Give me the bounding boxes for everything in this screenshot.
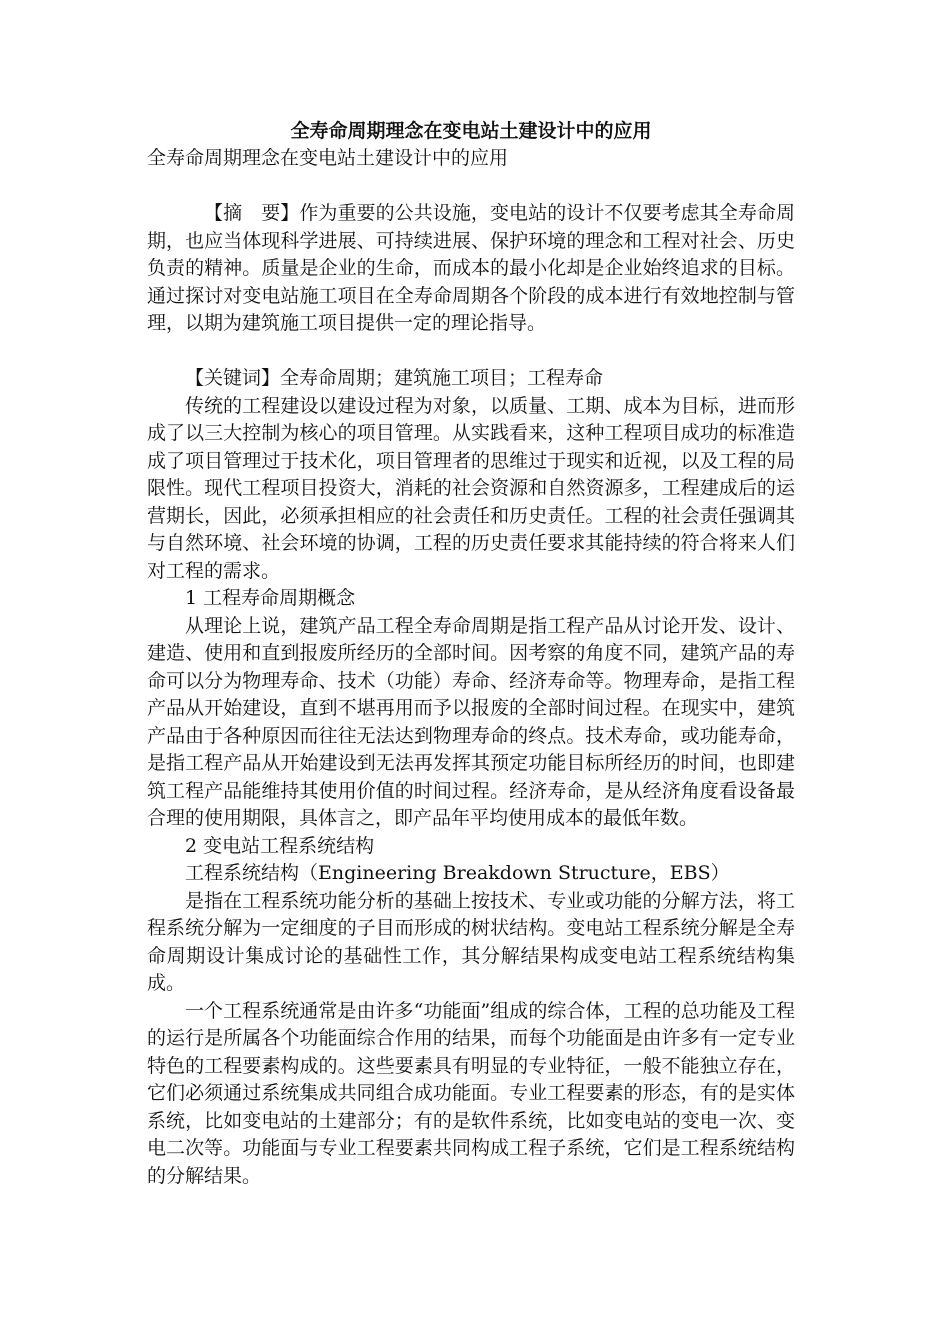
intro-paragraph: 传统的工程建设以建设过程为对象，以质量、工期、成本为目标，进而形成了以三大控制为核心的项目管理。从实践看来，这种工程项目成功的标准造成了项目管理过于技术化，项目管理者的思维过于现实和近视，以及工程的局限性。现代工程项目投资大，消耗的社会资源和自然资源多，工程建成后的运营期长，因此，必须承担相应的社会责任和历史责任。工程的社会责任强调其与自然环境、社会环境的协调，工程的历史责任要求其能持续的符合将来人们对工程的需求。 [147,394,795,582]
section-heading-2: 2 变电站工程系统结构 [185,834,375,857]
abstract-paragraph: 【摘 要】作为重要的公共设施，变电站的设计不仅要考虑其全寿命周期，也应当体现科学进展、可持续进展、保护环境的理念和工程对社会、历史负责的精神。质量是企业的生命，而成本的最小化却是企业始终追求的目标。通过探讨对变电站施工项目在全寿命周期各个阶段的成本进行有效地控制与管理，以期为建筑施工项目提供一定的理论指导。 [147,202,795,334]
section-2-paragraph-1: 是指在工程系统功能分析的基础上按技术、专业或功能的分解方法，将工程系统分解为一定细度的子目而形成的树状结构。变电站工程系统分解是全寿命周期设计集成讨论的基础性工作，其分解结果构成变电站工程系统结构集成。 [147,889,795,994]
document-title: 全寿命周期理念在变电站土建设计中的应用 [290,120,652,142]
keywords-line: 【关键词】全寿命周期；建筑施工项目；工程寿命 [185,367,604,389]
section-2-paragraph-2: 一个工程系统通常是由许多“功能面”组成的综合体，工程的总功能及工程的运行是所属各个功能面综合作用的结果，而每个功能面是由许多有一定专业特色的工程要素构成的。这些要素具有明显的专业特征，一般不能独立存在，它们必须通过系统集成共同组合成功能面。专业工程要素的形态，有的是实体系统，比如变电站的土建部分；有的是软件系统，比如变电站的变电一次、变电二次等。功能面与专业工程要素共同构成工程子系统，它们是工程系统结构的分解结果。 [147,999,795,1187]
document-subtitle: 全寿命周期理念在变电站土建设计中的应用 [147,147,509,169]
blank-line [147,173,795,201]
document-page [147,118,795,1190]
section-1-paragraph: 从理论上说，建筑产品工程全寿命周期是指工程产品从讨论开发、设计、建造、使用和直到报废所经历的全部时间。因考察的角度不同，建筑产品的寿命可以分为物理寿命、技术（功能）寿命、经济寿命等。物理寿命，是指工程产品从开始建设，直到不堪再用而予以报废的全部时间过程。在现实中，建筑产品由于各种原因而往往无法达到物理寿命的终点。技术寿命，或功能寿命，是指工程产品从开始建设到无法再发挥其预定功能目标所经历的时间，也即建筑工程产品能维持其使用价值的时间过程。经济寿命，是从经济角度看设备最合理的使用期限，具体言之，即产品年平均使用成本的最低年数。 [147,614,795,829]
section-2-term-line: 工程系统结构（Engineering Breakdown Structure，EBS） [185,862,730,884]
section-heading-1: 1 工程寿命周期概念 [185,587,356,609]
blank-line [147,338,795,366]
